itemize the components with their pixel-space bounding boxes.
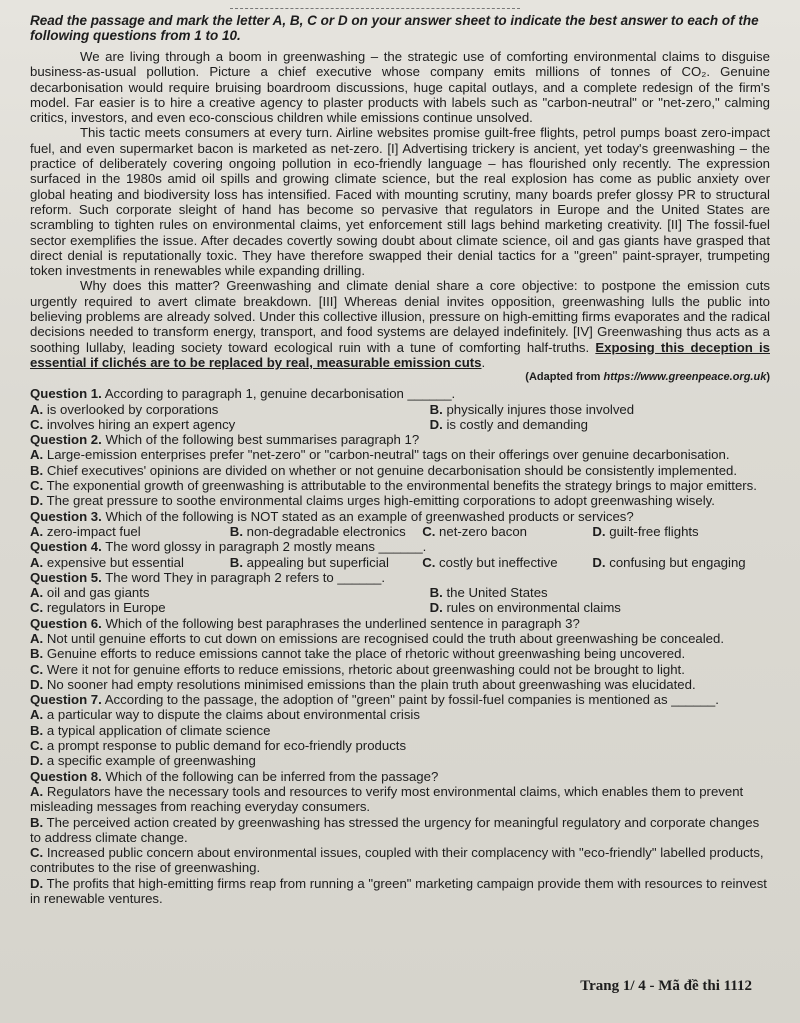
option-letter: A.	[30, 783, 44, 799]
option-text: The great pressure to soothe environmental claims urges high-emitting corporations to adopt greenwashing wisely.	[46, 493, 715, 509]
answer-option-b[interactable]	[30, 463, 770, 478]
option-letter: C.	[30, 845, 44, 861]
option-text: rules on environmental claims	[446, 600, 621, 616]
answer-option-a[interactable]	[30, 402, 430, 417]
question-number: Question 6.	[30, 615, 102, 631]
passage-paragraph-3-end: .	[481, 354, 486, 370]
option-letter: D.	[429, 600, 443, 616]
option-letter: A.	[30, 447, 44, 463]
answer-options	[30, 555, 770, 570]
source-prefix: (Adapted from	[525, 371, 604, 384]
option-text: Genuine efforts to reduce emissions cannot take the place of rhetoric without greenwashing being uncovered.	[46, 646, 686, 662]
underlined-sentence: Exposing this deception is essential if clichés are to be replaced by real, measurable emission cuts	[30, 339, 770, 370]
option-text: a prompt response to public demand for eco-friendly products	[46, 738, 407, 754]
answer-option-b[interactable]	[230, 555, 422, 570]
question-number: Question 5.	[30, 569, 102, 585]
option-letter: B.	[229, 554, 243, 570]
option-text: guilt-free flights	[609, 523, 699, 539]
question-1	[30, 386, 770, 432]
question-5	[30, 570, 770, 616]
question-number: Question 3.	[30, 508, 102, 524]
option-text: zero-impact fuel	[46, 523, 141, 539]
question-text: Which of the following can be inferred from the passage?	[105, 768, 439, 784]
option-letter: C.	[422, 554, 436, 570]
question-3	[30, 509, 770, 540]
option-text: confusing but engaging	[609, 554, 746, 570]
page-footer: Trang 1/ 4 - Mã đề thi 1112	[580, 978, 752, 994]
question-text: The word glossy in paragraph 2 mostly means ______.	[105, 539, 427, 555]
answer-option-c[interactable]	[30, 478, 770, 493]
question-stem	[30, 509, 770, 524]
question-text: According to the passage, the adoption of "green" paint by fossil-fuel companies is mentioned as ______.	[104, 692, 719, 708]
answer-options	[30, 784, 770, 906]
answer-option-c[interactable]	[30, 417, 430, 432]
option-letter: B.	[229, 523, 243, 539]
answer-option-b[interactable]	[30, 646, 770, 661]
reading-passage	[30, 49, 770, 370]
answer-option-a[interactable]	[30, 447, 770, 462]
option-text: is overlooked by corporations	[46, 401, 219, 417]
option-text: Chief executives' opinions are divided on whether or not genuine decarbonisation should be consistently implemented.	[46, 462, 738, 478]
option-letter: D.	[30, 753, 44, 769]
answer-option-d[interactable]	[30, 677, 770, 692]
question-8	[30, 769, 770, 907]
option-text: oil and gas giants	[46, 585, 150, 601]
option-text: non-degradable electronics	[246, 523, 406, 539]
questions-list	[30, 386, 770, 906]
option-letter: A.	[30, 401, 44, 417]
option-letter: B.	[30, 814, 44, 830]
answer-option-a[interactable]	[30, 631, 770, 646]
answer-option-a[interactable]	[30, 707, 770, 722]
option-letter: A.	[30, 707, 44, 723]
question-number: Question 4.	[30, 539, 102, 555]
answer-options	[30, 631, 770, 692]
question-6	[30, 616, 770, 692]
option-text: The exponential growth of greenwashing is attributable to the environmental benefits the strategy brings to major emitters.	[46, 478, 757, 494]
option-text: regulators in Europe	[46, 600, 166, 616]
option-text: The profits that high-emitting firms reap from running a "green" marketing campaign provide them with resources to reinvest in renewable ventures.	[30, 875, 767, 907]
option-letter: D.	[30, 493, 44, 509]
question-number: Question 7.	[30, 692, 102, 708]
answer-option-d[interactable]	[430, 417, 770, 432]
option-text: costly but ineffective	[439, 554, 558, 570]
question-stem	[30, 539, 770, 554]
passage-paragraph-3	[30, 278, 770, 370]
option-text: a typical application of climate science	[46, 722, 271, 738]
answer-option-d[interactable]	[592, 555, 770, 570]
question-text: According to paragraph 1, genuine decarbonisation ______.	[104, 386, 456, 402]
question-number: Question 2.	[30, 432, 102, 448]
option-letter: B.	[429, 585, 443, 601]
answer-option-c[interactable]	[422, 524, 592, 539]
question-7	[30, 692, 770, 768]
option-letter: C.	[30, 416, 44, 432]
question-stem	[30, 432, 770, 447]
option-letter: A.	[30, 523, 44, 539]
answer-option-d[interactable]	[30, 753, 770, 768]
question-stem	[30, 386, 770, 401]
answer-option-c[interactable]	[30, 600, 430, 615]
answer-option-a[interactable]	[30, 555, 230, 570]
answer-option-c[interactable]	[30, 662, 770, 677]
question-2	[30, 432, 770, 508]
passage-paragraph-2: This tactic meets consumers at every turn. Airline websites promise guilt-free flights, petrol pumps boast zero-impact fuel, and even supermarket bacon is marketed as net-zero. [I] Advertising trickery is ancient, yet today's greenwashing – the practice of deliberately covering ongoing pollution in eco-friendly language – has flourished only recently. The expression surfaced in the 1980s amid oil spills and growing climate science, but the real explosion has come as public anxiety over global heating and biodiversity loss has intensified. Faced with mounting scrutiny, many boards prefer glossy PR to structural reform. Such corporate sleight of hand has become so pervasive that regulators in Europe and the United States are scrambling to tighten rules on environmental claims, yet enforcement still lags behind marketing creativity. [II] The fossil-fuel sector exemplifies the issue. After decades covertly sowing doubt about climate science, oil and gas giants have grasped that direct denial is reputationally toxic. They have therefore swapped their denial tactics for a "green" paint-sprayer, trumpeting token investments in renewables while expanding drilling.	[30, 125, 770, 279]
answer-option-a[interactable]	[30, 585, 430, 600]
option-text: a specific example of greenwashing	[46, 753, 256, 769]
option-text: is costly and demanding	[446, 416, 588, 432]
option-text: The perceived action created by greenwashing has stressed the urgency for meaningful regulatory and corporate changes to address climate change.	[30, 814, 760, 845]
answer-options	[30, 447, 770, 508]
answer-option-c[interactable]	[422, 555, 592, 570]
answer-option-a[interactable]	[30, 524, 230, 539]
source-citation	[30, 371, 770, 384]
instruction-text: Read the passage and mark the letter A, B, C or D on your answer sheet to indicate the best answer to each of the following questions from 1 to 10.	[30, 13, 759, 43]
answer-option-d[interactable]	[592, 524, 770, 539]
option-text: net-zero bacon	[439, 523, 528, 539]
option-text: No sooner had empty resolutions minimised emissions than the plain truth about greenwashing was elucidated.	[46, 676, 696, 692]
question-number: Question 1.	[30, 386, 102, 402]
question-stem	[30, 769, 770, 784]
option-text: Large-emission enterprises prefer "net-zero" or "carbon-neutral" tags on their offerings over genuine decarbonisation.	[46, 447, 730, 463]
option-letter: A.	[30, 585, 44, 601]
answer-option-d[interactable]	[30, 876, 770, 907]
top-dashed-line	[230, 8, 520, 9]
answer-options	[30, 585, 770, 616]
answer-option-c[interactable]	[30, 845, 770, 876]
option-letter: D.	[592, 554, 606, 570]
option-letter: B.	[30, 646, 44, 662]
option-text: Not until genuine efforts to cut down on emissions are recognised could the truth about greenwashing be concealed.	[46, 630, 725, 646]
option-letter: A.	[30, 630, 44, 646]
option-letter: A.	[30, 554, 44, 570]
option-letter: D.	[30, 676, 44, 692]
option-text: Regulators have the necessary tools and resources to verify most environmental claims, which enables them to prevent misleading messages from reaching everyday consumers.	[30, 783, 744, 815]
option-text: Increased public concern about environmental issues, coupled with their complacency with "eco-friendly" labelled products, contributes to the rise of greenwashing.	[30, 845, 764, 876]
source-suffix: )	[766, 371, 770, 384]
option-letter: B.	[429, 401, 443, 417]
option-letter: C.	[422, 523, 436, 539]
question-4	[30, 539, 770, 570]
option-letter: D.	[30, 875, 44, 891]
answer-option-b[interactable]	[30, 723, 770, 738]
option-letter: B.	[30, 722, 44, 738]
option-letter: C.	[30, 661, 44, 677]
answer-option-b[interactable]	[30, 815, 770, 846]
option-letter: C.	[30, 600, 44, 616]
answer-options	[30, 707, 770, 768]
option-letter: C.	[30, 478, 44, 494]
passage-paragraph-3-text: Why does this matter? Greenwashing and climate denial share a core objective: to postpone the emission cuts urgently required to avert climate breakdown. [III] Whereas denial invites opposition, greenwashing lulls the public into believing problems are already solved. Under this collective illusion, pressure on high-emitting firms evaporates and the radical decisions needed to transform energy, transport, and food systems are delayed indefinitely. [IV] Greenwashing thus acts as a soothing lullaby, leading society toward ecological ruin with a tune of comforting half-truths.	[30, 278, 770, 355]
option-text: the United States	[446, 585, 548, 601]
option-text: expensive but essential	[46, 554, 184, 570]
question-text: The word They in paragraph 2 refers to ______.	[105, 569, 386, 585]
question-text: Which of the following best paraphrases the underlined sentence in paragraph 3?	[105, 615, 580, 631]
answer-option-a[interactable]	[30, 784, 770, 815]
question-number: Question 8.	[30, 768, 102, 784]
question-text: Which of the following is NOT stated as an example of greenwashed products or services?	[105, 508, 634, 524]
answer-option-b[interactable]	[430, 585, 770, 600]
option-letter: C.	[30, 738, 44, 754]
passage-paragraph-1: We are living through a boom in greenwashing – the strategic use of comforting environmental claims to disguise business-as-usual pollution. Picture a chief executive whose company emits millions of tonnes of CO₂. Genuine decarbonisation would require bruising boardroom discussions, huge capital outlays, and a complete redesign of the firm's model. Far easier is to hire a creative agency to plaster products with labels such as "carbon-neutral" or "net-zero," calming critics, investors, and even eco-conscious children while emissions continue unsolved.	[30, 49, 770, 126]
option-letter: D.	[429, 416, 443, 432]
option-text: a particular way to dispute the claims about environmental crisis	[46, 707, 420, 723]
answer-options	[30, 402, 770, 433]
answer-option-d[interactable]	[430, 600, 770, 615]
option-text: Were it not for genuine efforts to reduce emissions, rhetoric about greenwashing could not be brought to light.	[46, 661, 685, 677]
question-stem	[30, 570, 770, 585]
question-text: Which of the following best summarises paragraph 1?	[105, 432, 420, 448]
question-stem	[30, 692, 770, 707]
option-text: physically injures those involved	[446, 401, 635, 417]
answer-option-d[interactable]	[30, 493, 770, 508]
answer-option-c[interactable]	[30, 738, 770, 753]
answer-options	[30, 524, 770, 539]
option-text: appealing but superficial	[246, 554, 389, 570]
question-stem	[30, 616, 770, 631]
answer-option-b[interactable]	[230, 524, 422, 539]
option-letter: B.	[30, 462, 44, 478]
answer-option-b[interactable]	[430, 402, 770, 417]
option-letter: D.	[592, 523, 606, 539]
source-url: https://www.greenpeace.org.uk	[603, 371, 767, 384]
option-text: involves hiring an expert agency	[46, 416, 236, 432]
